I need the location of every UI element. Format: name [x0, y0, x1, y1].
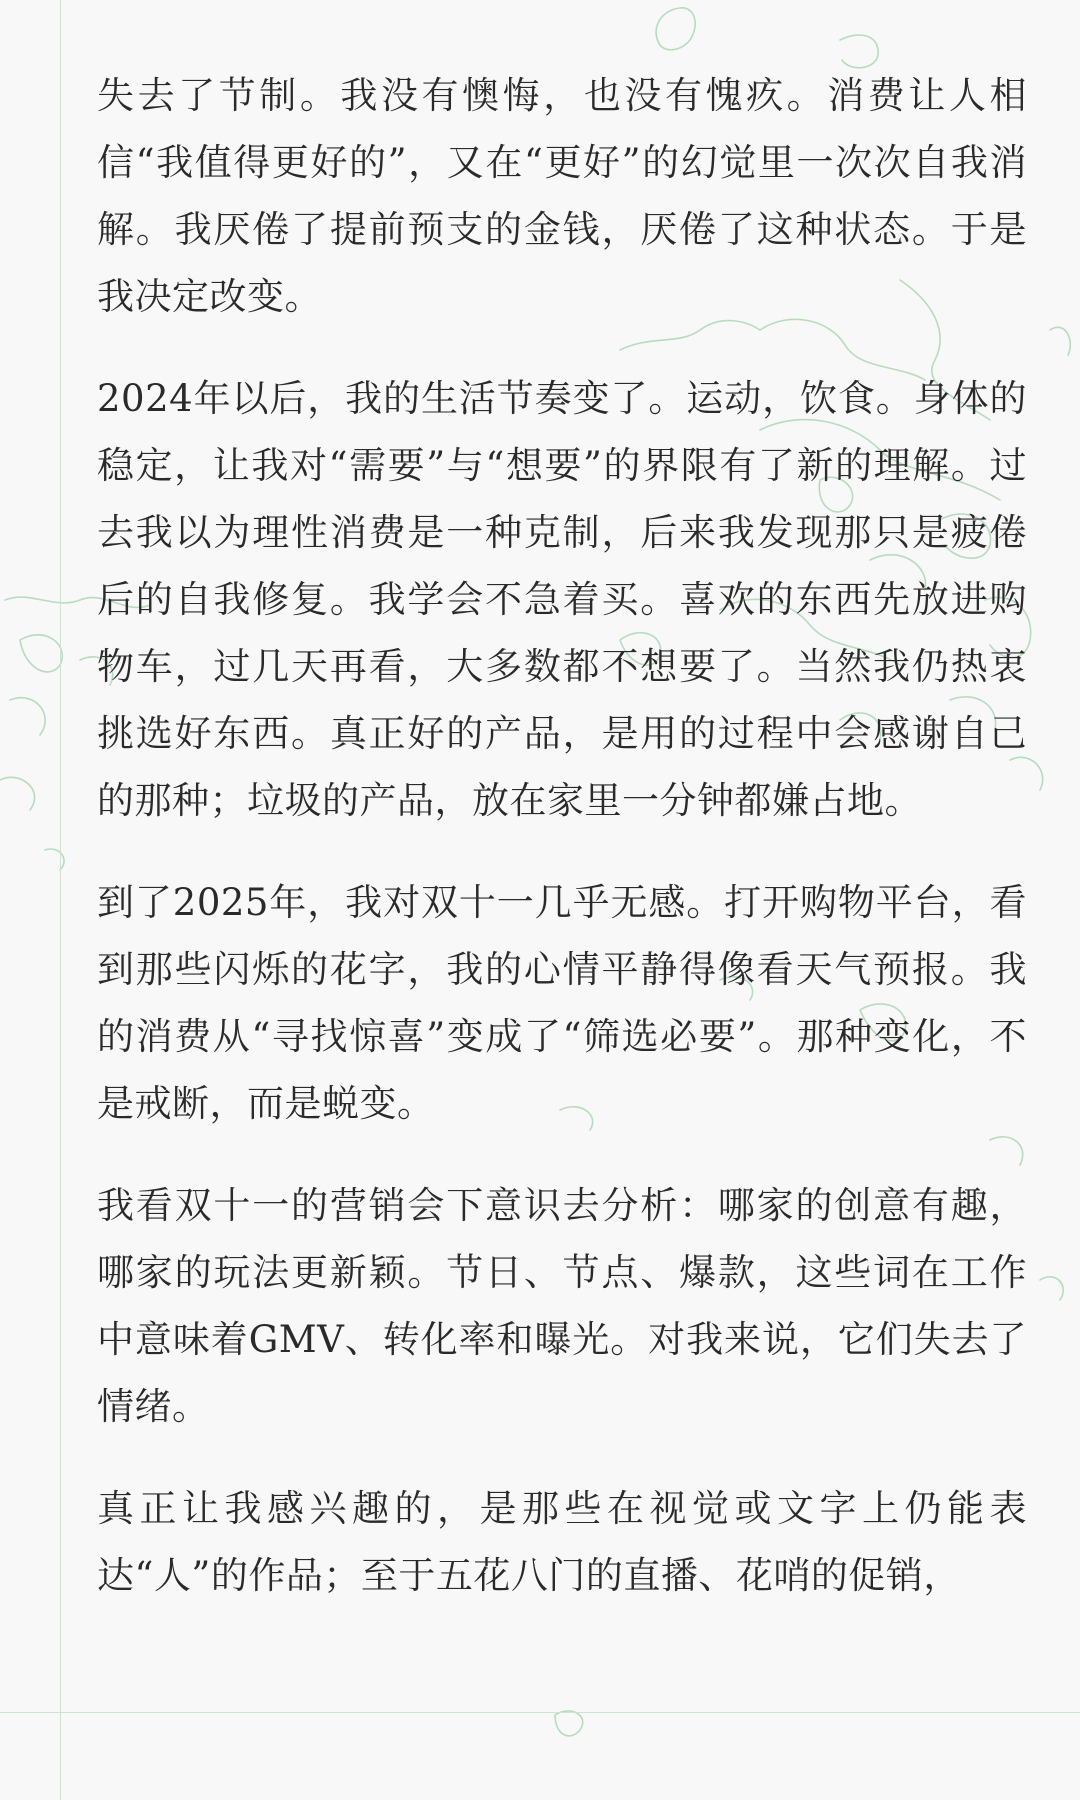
- article-body: [97, 62, 1027, 1644]
- paragraph: 失去了节制。我没有懊悔，也没有愧疚。消费让人相信“我值得更好的”，又在“更好”的幻觉里一次次自我消解。我厌倦了提前预支的金钱，厌倦了这种状态。于是我决定改变。: [97, 74, 1027, 318]
- paragraph: 我看双十一的营销会下意识去分析：哪家的创意有趣，哪家的玩法更新颖。节日、节点、爆款，这些词在工作中意味着GMV、转化率和曝光。对我来说，它们失去了情绪。: [97, 1184, 1027, 1428]
- paragraph: 真正让我感兴趣的，是那些在视觉或文字上仍能表达“人”的作品；至于五花八门的直播、花哨的促销，: [97, 1487, 1027, 1597]
- paragraph: 2024年以后，我的生活节奏变了。运动，饮食。身体的稳定，让我对“需要”与“想要”的界限有了新的理解。过去我以为理性消费是一种克制，后来我发现那只是疲倦后的自我修复。我学会不急着买。喜欢的东西先放进购物车，过几天再看，大多数都不想要了。当然我仍热衷挑选好东西。真正好的产品，是用的过程中会感谢自己的那种；垃圾的产品，放在家里一分钟都嫌占地。: [97, 377, 1027, 822]
- paragraph: 到了2025年，我对双十一几乎无感。打开购物平台，看到那些闪烁的花字，我的心情平静得像看天气预报。我的消费从“寻找惊喜”变成了“筛选必要”。那种变化，不是戒断，而是蜕变。: [97, 881, 1027, 1125]
- bottom-margin-rule: [0, 1712, 1080, 1713]
- left-margin-rule: [60, 0, 61, 1800]
